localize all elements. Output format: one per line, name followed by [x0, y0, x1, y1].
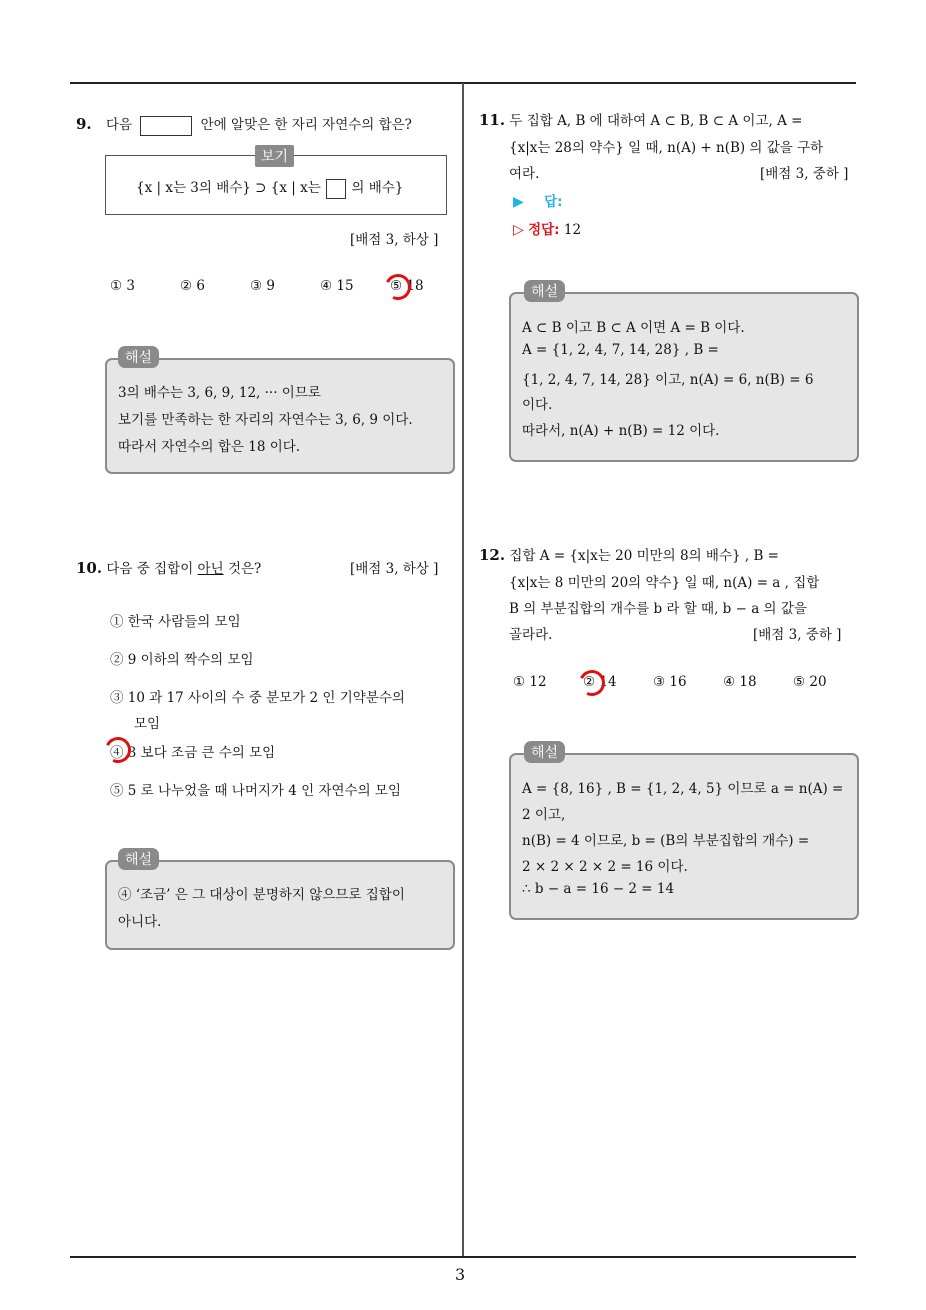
q9-score: [배점 3, 하상 ] — [350, 232, 439, 248]
q10-text-a: 다음 중 집합이 — [106, 561, 194, 577]
q12-line-4: 골라라. — [509, 627, 553, 643]
q12-line-1 — [479, 544, 779, 564]
q12-solution-line-5: ∴ b − a = 16 − 2 = 14 — [522, 881, 675, 897]
q12-choice-5[interactable]: ⑤ 20 — [793, 674, 827, 690]
play-outline-icon: ▷ — [513, 222, 524, 238]
q9-choice-4[interactable]: ④ 15 — [320, 278, 354, 294]
q12-answer-circle — [575, 666, 608, 699]
q9-bogi-blank-box — [326, 179, 346, 199]
q9-choice-2[interactable]: ② 6 — [180, 278, 205, 294]
q11-text-1: 두 집합 A, B 에 대하여 A ⊂ B, B ⊂ A 이고, A = — [509, 113, 803, 129]
q9-solution-line-3: 따라서 자연수의 합은 18 이다. — [118, 439, 301, 455]
q10-choice-5[interactable]: ⑤ 5 로 나누었을 때 나머지가 4 인 자연수의 모임 — [110, 783, 401, 799]
column-divider — [462, 83, 464, 1258]
q10-choice-3-cont: 모임 — [134, 716, 161, 732]
page-number: 3 — [455, 1265, 466, 1284]
q11-score: [배점 3, 중하 ] — [760, 166, 849, 182]
q9-bogi-left: {x | x는 3의 배수} ⊃ {x | x는 — [136, 180, 321, 196]
q11-line-3: 여라. — [509, 166, 540, 182]
q11-answer-row[interactable] — [513, 190, 563, 210]
q11-line-2: {x|x는 28의 약수} 일 때, n(A) + n(B) 의 값을 구하 — [509, 140, 824, 156]
q9-bogi-right: 의 배수} — [351, 180, 404, 196]
q12-line-3: B 의 부분집합의 개수를 b 라 할 때, b − a 의 값을 — [509, 601, 807, 617]
q10-choice-1[interactable]: ① 한국 사람들의 모임 — [110, 614, 241, 630]
q12-solution-line-4: 2 × 2 × 2 × 2 = 16 이다. — [522, 859, 688, 875]
q10-choice-3[interactable]: ③ 10 과 17 사이의 수 중 분모가 2 인 기약분수의 — [110, 690, 405, 706]
q12-choice-1[interactable]: ① 12 — [513, 674, 547, 690]
q11-solution-line-2: A = {1, 2, 4, 7, 14, 28} , B = — [522, 342, 719, 358]
bottom-rule — [70, 1256, 856, 1258]
q10-question — [76, 557, 261, 577]
q10-choice-4[interactable]: ④ 3 보다 조금 큰 수의 모임 — [110, 745, 276, 761]
q12-choice-2[interactable]: ② 14 — [583, 674, 617, 690]
q11-solution-line-1: A ⊂ B 이고 B ⊂ A 이면 A = B 이다. — [522, 320, 745, 336]
q11-solution-line-4: 이다. — [522, 397, 553, 413]
q10-choice-2[interactable]: ② 9 이하의 짝수의 모임 — [110, 652, 254, 668]
q9-number: 9. — [76, 115, 92, 133]
q11-solution-line-5: 따라서, n(A) + n(B) = 12 이다. — [522, 423, 720, 439]
q12-solution-label: 해설 — [524, 741, 565, 763]
q9-question — [76, 113, 412, 136]
q10-solution-label: 해설 — [118, 848, 159, 870]
q10-number: 10. — [76, 559, 103, 577]
q9-solution-line-2: 보기를 만족하는 한 자리의 자연수는 3, 6, 9 이다. — [118, 412, 413, 428]
q12-number: 12. — [479, 546, 506, 564]
q9-prefix: 다음 — [105, 117, 133, 133]
q9-choice-3[interactable]: ③ 9 — [250, 278, 275, 294]
q9-answer-circle — [381, 270, 414, 303]
q11-number: 11. — [479, 111, 506, 129]
q10-solution-line-1: ④ ‘조금’ 은 그 대상이 분명하지 않으므로 집합이 — [118, 887, 405, 903]
q9-bogi-label: 보기 — [255, 145, 294, 167]
q12-choice-3[interactable]: ③ 16 — [653, 674, 687, 690]
play-filled-icon: ▶ — [513, 194, 524, 210]
q9-suffix: 안에 알맞은 한 자리 자연수의 합은? — [200, 117, 412, 133]
q10-answer-circle — [101, 733, 134, 766]
q9-choice-5[interactable]: ⑤ 18 — [390, 278, 424, 294]
q12-solution-line-2: 2 이고, — [522, 807, 566, 823]
q12-text-1: 집합 A = {x|x는 20 미만의 8의 배수} , B = — [509, 548, 779, 564]
q12-score: [배점 3, 중하 ] — [753, 627, 842, 643]
q10-solution-line-2: 아니다. — [118, 914, 162, 930]
q9-blank-box — [140, 116, 192, 136]
q12-line-2: {x|x는 8 미만의 20의 약수} 일 때, n(A) = a , 집합 — [509, 575, 820, 591]
q11-solution-label: 해설 — [524, 280, 565, 302]
q10-text-underlined: 아닌 — [197, 561, 224, 577]
q11-line-1 — [479, 109, 802, 129]
q12-choice-4[interactable]: ④ 18 — [723, 674, 757, 690]
q12-solution-line-3: n(B) = 4 이므로, b = (B의 부분집합의 개수) = — [522, 833, 810, 849]
q11-correct-row — [513, 218, 581, 238]
q10-score: [배점 3, 하상 ] — [350, 561, 439, 577]
q9-choice-1[interactable]: ① 3 — [110, 278, 135, 294]
q10-solution-box — [105, 860, 455, 950]
q9-solution-line-1: 3의 배수는 3, 6, 9, 12, ··· 이므로 — [118, 385, 321, 401]
q11-correct-label: 정답: — [528, 222, 560, 238]
q12-solution-line-1: A = {8, 16} , B = {1, 2, 4, 5} 이므로 a = n(A) = — [522, 781, 844, 797]
q11-solution-line-3: {1, 2, 4, 7, 14, 28} 이고, n(A) = 6, n(B) = 6 — [522, 372, 814, 388]
q11-correct-value: 12 — [563, 222, 582, 238]
q9-solution-label: 해설 — [118, 346, 159, 368]
q10-text-b: 것은? — [227, 561, 262, 577]
q9-bogi-content — [136, 176, 403, 199]
q11-answer-label: 답: — [544, 194, 563, 210]
